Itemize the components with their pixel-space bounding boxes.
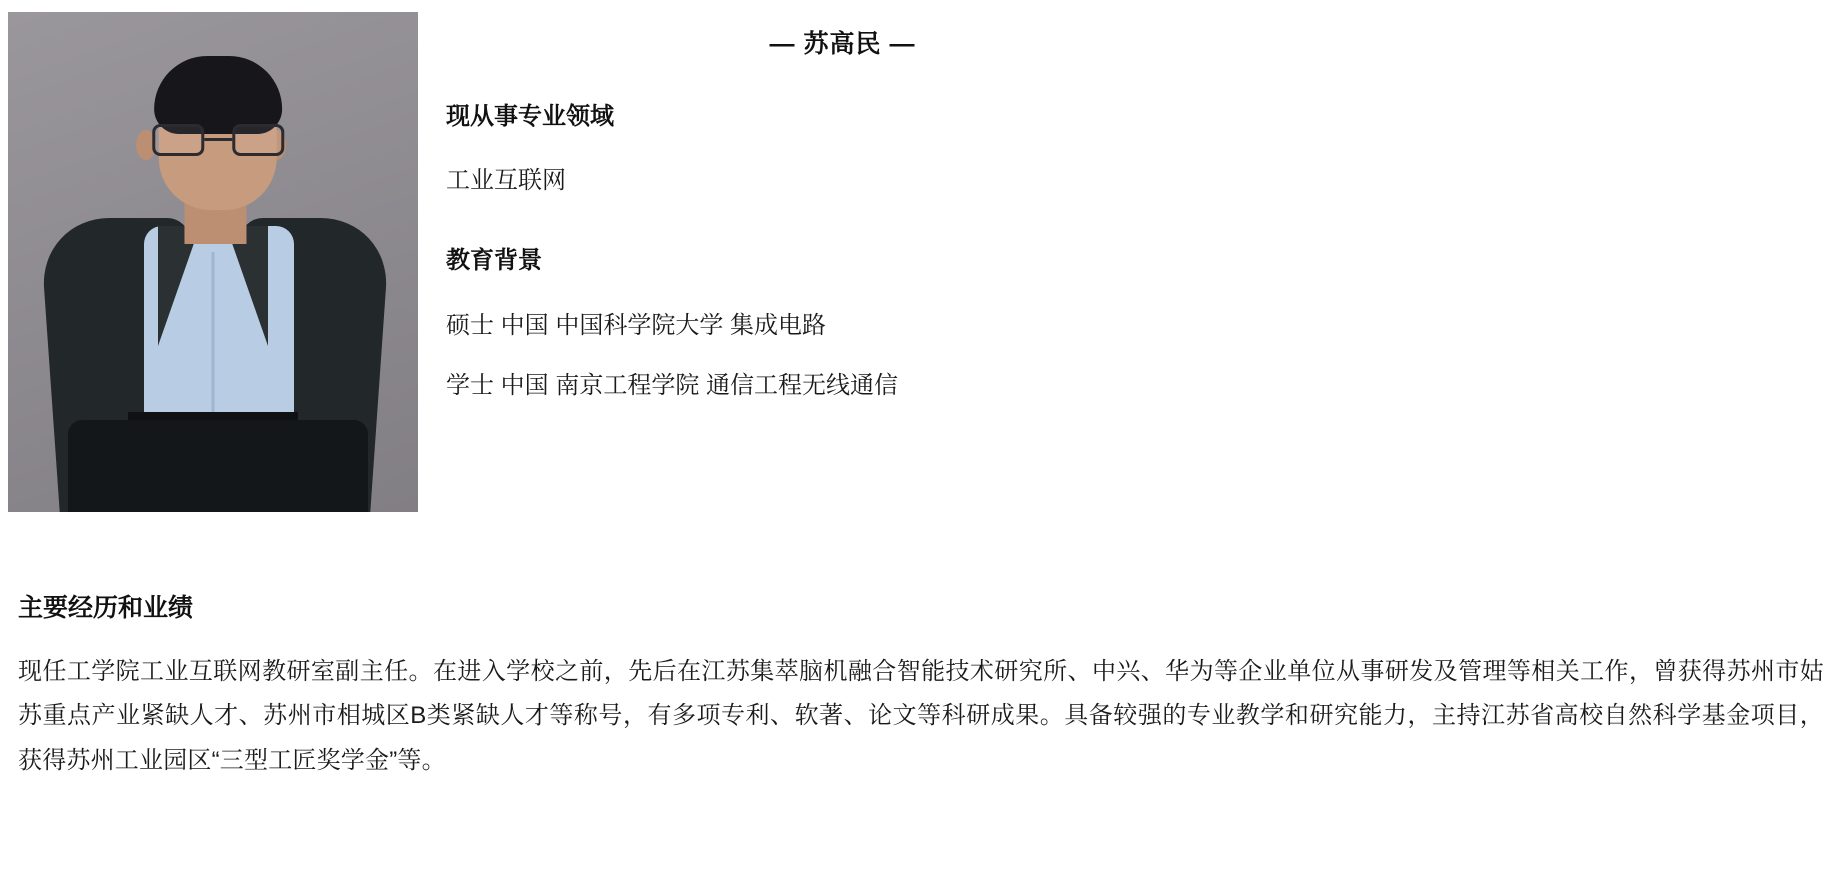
- portrait-hair: [154, 56, 282, 134]
- profile-details: [446, 0, 1839, 520]
- education-entry-bachelor: 学士 中国 南京工程学院 通信工程无线通信: [446, 372, 899, 399]
- achievements-heading: 主要经历和业绩: [18, 594, 194, 622]
- portrait-lapel-left: [158, 226, 200, 346]
- glasses-bridge: [204, 138, 232, 141]
- achievements-content: 现任工学院工业互联网教研室副主任。在进入学校之前，先后在江苏集萃脑机融合智能技术研究所、中兴、华为等企业单位从事研发及管理等相关工作，曾获得苏州市姑苏重点产业紧缺人才、苏州市相城区B类紧缺人才等称号，有多项专利、软著、论文等科研成果。具备较强的专业教学和研究能力，主持江苏省高校自然科学基金项目，获得苏州工业园区“三型工匠奖学金”等。: [18, 658, 1824, 774]
- portrait-lapel-right: [226, 226, 268, 346]
- specialty-heading: 现从事专业领域: [446, 103, 614, 130]
- portrait-photo: [8, 12, 418, 512]
- education-heading: 教育背景: [446, 247, 542, 274]
- specialty-content: 工业互联网: [446, 167, 566, 194]
- person-name: — 苏高民 —: [769, 30, 916, 58]
- glasses-lens-left: [152, 124, 204, 156]
- achievements-block: [18, 588, 1824, 783]
- glasses-icon: [152, 124, 284, 158]
- education-entry-master: 硕士 中国 中国科学院大学 集成电路: [446, 312, 827, 339]
- portrait-trousers: [68, 420, 368, 512]
- glasses-lens-right: [232, 124, 284, 156]
